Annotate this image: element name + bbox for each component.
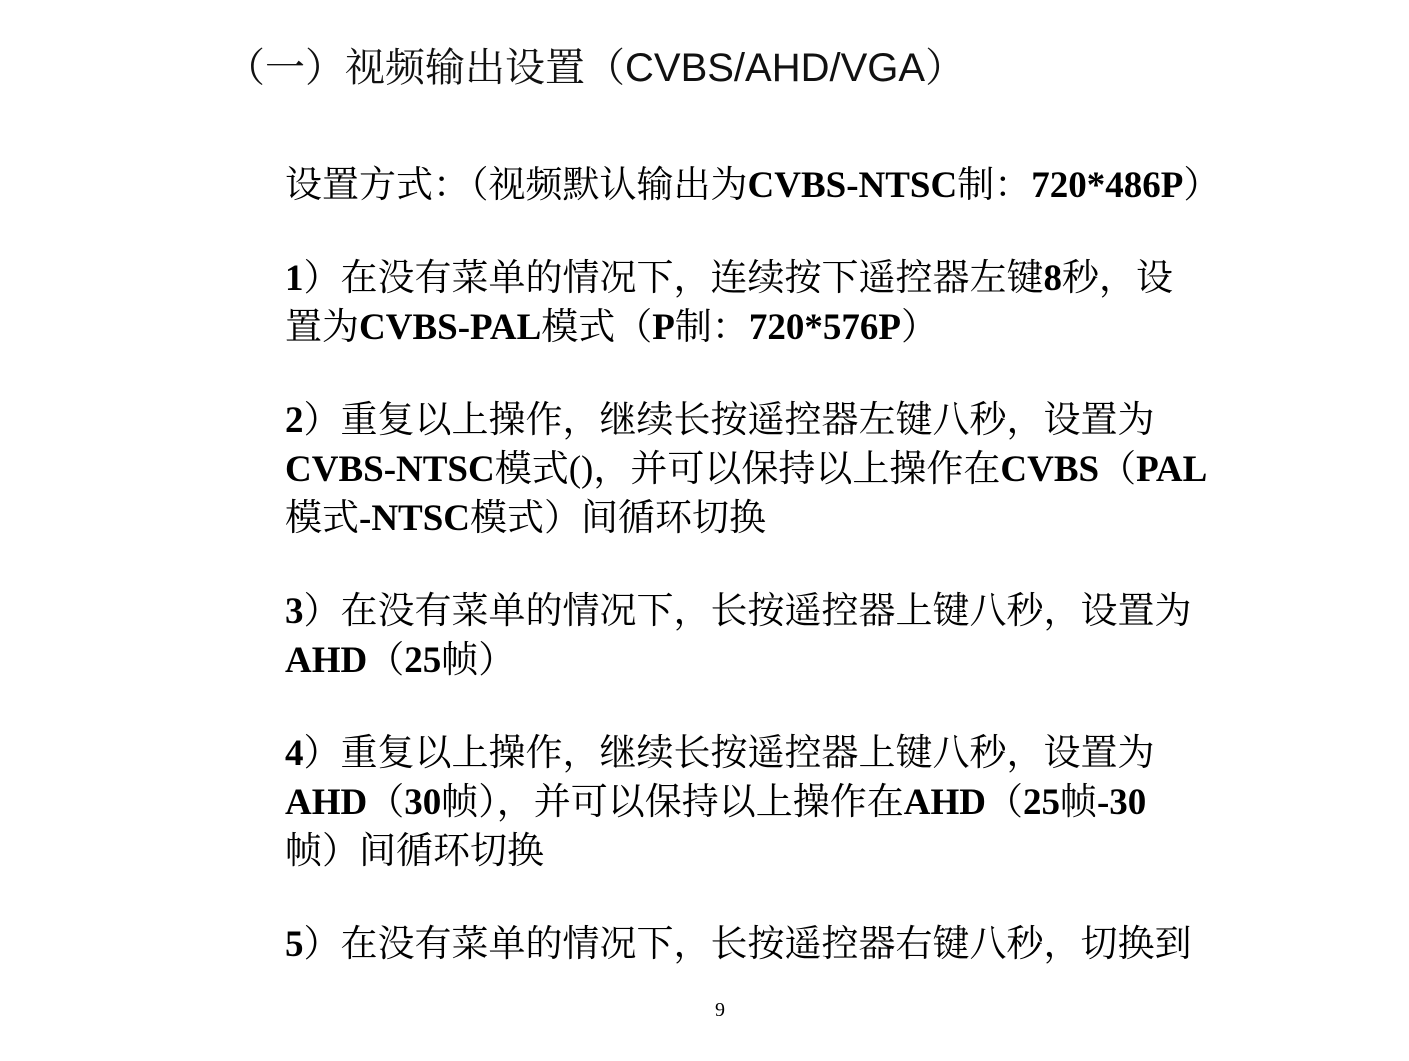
latin-run: AHD <box>285 640 368 681</box>
latin-run: 8 <box>1043 258 1062 299</box>
cjk-run: ）在没有菜单的情况下，长按遥控器上键八秒，设置为 <box>303 591 1192 632</box>
paragraph-line <box>285 636 1285 685</box>
cjk-run: （ <box>1099 449 1137 490</box>
latin-run: 25 <box>404 640 442 681</box>
cjk-run: 制： <box>957 165 1032 206</box>
cjk-run: （ <box>367 782 405 823</box>
cjk-run: （ <box>985 782 1023 823</box>
cjk-run: （ <box>367 640 405 681</box>
cjk-run: ）重复以上操作，继续长按遥控器上键八秒，设置为 <box>303 733 1155 774</box>
latin-run: 720*486P <box>1031 165 1184 206</box>
latin-run: CVBS-NTSC <box>747 165 958 206</box>
paragraph-line <box>285 303 1285 352</box>
step-5-paragraph <box>285 920 1285 969</box>
latin-run: 720*576P <box>748 307 901 348</box>
latin-run: 1 <box>285 258 304 299</box>
latin-run: AHD <box>903 782 986 823</box>
latin-run: CVBS-PAL <box>359 307 542 348</box>
cjk-run: ）在没有菜单的情况下，连续按下遥控器左键 <box>303 258 1044 299</box>
cjk-run: 帧） <box>441 640 516 681</box>
paragraph-line <box>285 920 1285 969</box>
setup-method-paragraph <box>285 161 1285 210</box>
cjk-run: 模式（ <box>541 307 653 348</box>
step-1-paragraph <box>285 254 1285 352</box>
latin-run: PAL <box>1136 449 1208 490</box>
latin-run: -NTSC <box>359 498 471 539</box>
paragraph-line <box>285 778 1285 827</box>
latin-run: 2 <box>285 400 304 441</box>
latin-run: P <box>652 307 675 348</box>
step-3-paragraph <box>285 587 1285 685</box>
latin-run: CVBS-NTSC <box>285 449 495 490</box>
paragraph-line <box>285 587 1285 636</box>
cjk-run: 设置方式：（视频默认输出为 <box>285 165 748 206</box>
cjk-run: ） <box>1183 165 1221 206</box>
paragraph-line <box>285 729 1285 778</box>
cjk-run: ） <box>901 307 938 348</box>
paragraph-line <box>285 827 1285 876</box>
cjk-run: 置为 <box>285 307 359 348</box>
step-4-paragraph <box>285 729 1285 876</box>
cjk-run: 帧）间循环切换 <box>285 831 544 872</box>
section-heading: （一）视频输出设置（CVBS/AHD/VGA） <box>225 46 966 90</box>
paragraph-line <box>285 254 1285 303</box>
paragraph-line <box>285 445 1285 494</box>
cjk-run: 制： <box>674 307 749 348</box>
page-number: 9 <box>715 999 725 1021</box>
section-body <box>285 161 1285 1013</box>
cjk-run: 模式）间循环切换 <box>470 498 767 539</box>
cjk-run: 帧），并可以保持以上操作在 <box>441 782 904 823</box>
cjk-run: 模式 <box>285 498 359 539</box>
latin-run: 30 <box>404 782 442 823</box>
latin-run: CVBS <box>1000 449 1100 490</box>
latin-run: 4 <box>285 733 304 774</box>
latin-run: 5 <box>285 924 304 965</box>
cjk-run: ）在没有菜单的情况下，长按遥控器右键八秒，切换到 <box>303 924 1192 965</box>
latin-run: -30 <box>1096 782 1147 823</box>
cjk-run: 秒，设 <box>1062 258 1173 299</box>
latin-run: 3 <box>285 591 304 632</box>
paragraph-line <box>285 396 1285 445</box>
step-2-paragraph <box>285 396 1285 543</box>
cjk-run: 帧 <box>1059 782 1097 823</box>
paragraph-line <box>285 161 1285 210</box>
cjk-run: ）重复以上操作，继续长按遥控器左键八秒，设置为 <box>303 400 1155 441</box>
cjk-run: 模式()，并可以保持以上操作在 <box>494 449 1001 490</box>
latin-run: 25 <box>1022 782 1060 823</box>
paragraph-line <box>285 494 1285 543</box>
latin-run: AHD <box>285 782 368 823</box>
